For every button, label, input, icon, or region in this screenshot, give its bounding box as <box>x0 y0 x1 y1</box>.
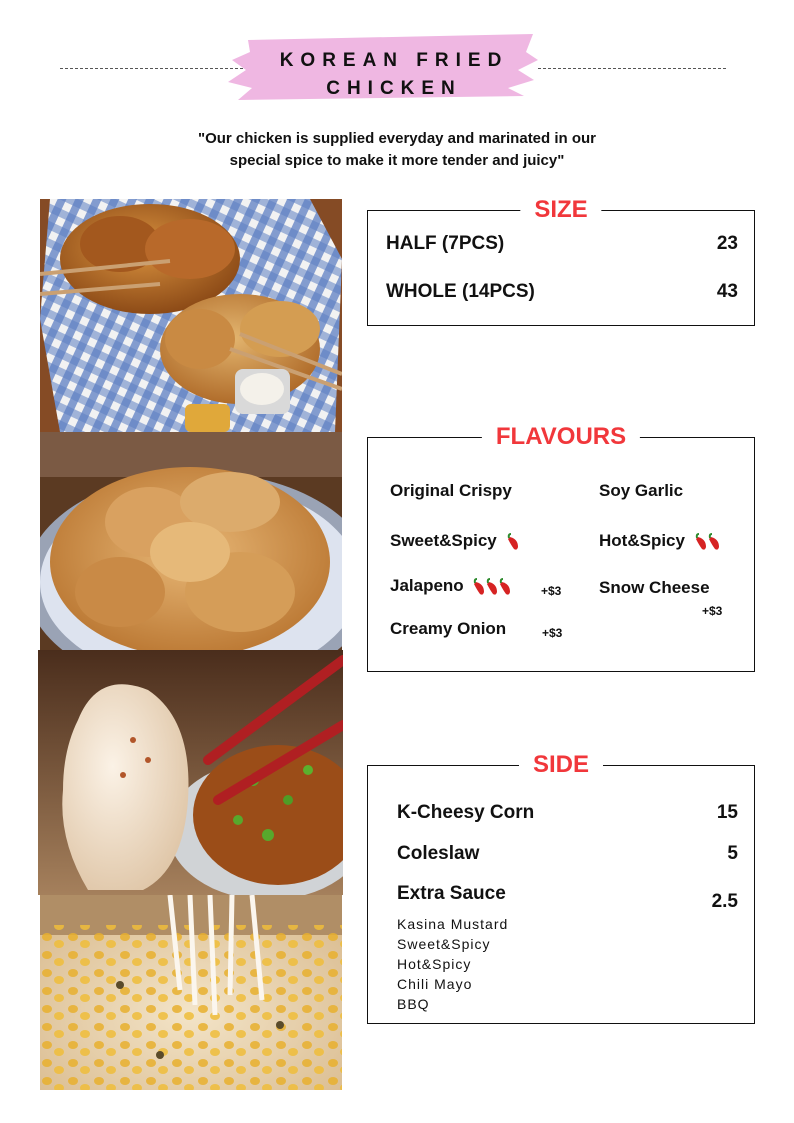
flavour-creamy-onion-extra: +$3 <box>542 626 563 640</box>
title-line-1: KOREAN FRIED <box>279 50 509 71</box>
sauce-item: Sweet&Spicy <box>397 936 491 952</box>
cheesy-corn-photo <box>40 895 342 1090</box>
flavour-soy-garlic: Soy Garlic <box>599 481 684 500</box>
flavour-original-crispy: Original Crispy <box>390 481 512 500</box>
side-item-price-cheesy-corn: 15 <box>716 802 738 823</box>
size-item-label-half: HALF (7PCS) <box>386 233 505 254</box>
size-box <box>367 196 755 326</box>
side-heading: SIDE <box>519 749 603 781</box>
size-item-label-whole: WHOLE (14PCS) <box>386 281 535 302</box>
flavours-box <box>367 423 755 672</box>
sauce-item: Hot&Spicy <box>397 956 472 972</box>
tagline-line-1: "Our chicken is supplied everyday and marinated in our <box>197 130 597 147</box>
flavour-jalapeno-extra: +$3 <box>541 584 562 598</box>
side-item-label-cheesy-corn: K-Cheesy Corn <box>397 802 535 823</box>
snow-cheese-chicken-chopsticks-photo <box>38 650 343 895</box>
size-item-price-whole: 43 <box>716 281 738 302</box>
side-item-price-coleslaw: 5 <box>727 843 738 864</box>
side-item-label-coleslaw: Coleslaw <box>397 843 480 864</box>
flavour-snow-cheese: Snow Cheese <box>599 578 710 597</box>
flavour-hot-spicy <box>599 531 723 551</box>
flavour-jalapeno-label: Jalapeno <box>390 576 464 595</box>
flavour-creamy-onion: Creamy Onion <box>390 619 507 638</box>
sauce-item: Kasina Mustard <box>397 916 509 932</box>
flavour-hot-spicy-label: Hot&Spicy <box>599 531 685 550</box>
fried-chicken-basket-photo <box>40 199 342 432</box>
crispy-chicken-bowl-photo <box>40 432 342 650</box>
flavour-jalapeno <box>390 576 515 596</box>
size-heading: SIZE <box>520 194 601 226</box>
title-line-2: CHICKEN <box>326 78 462 99</box>
sauce-item: Chili Mayo <box>397 976 473 992</box>
side-item-price-extra-sauce: 2.5 <box>711 891 738 912</box>
chili-pepper-icon <box>505 533 521 551</box>
side-item-label-extra-sauce: Extra Sauce <box>397 883 506 904</box>
flavour-snow-cheese-extra: +$3 <box>702 604 723 618</box>
flavour-sweet-spicy <box>390 531 521 551</box>
chili-pepper-icon <box>471 578 515 596</box>
tagline <box>100 128 694 172</box>
header-divider-left <box>60 68 248 69</box>
header-divider-right <box>538 68 726 69</box>
sauce-item: BBQ <box>397 996 430 1012</box>
flavours-heading: FLAVOURS <box>482 421 640 453</box>
chili-pepper-icon <box>693 533 723 551</box>
flavour-sweet-spicy-label: Sweet&Spicy <box>390 531 497 550</box>
side-box <box>367 751 755 1024</box>
size-item-price-half: 23 <box>716 233 738 254</box>
tagline-line-2: special spice to make it more tender and juicy" <box>229 152 565 169</box>
